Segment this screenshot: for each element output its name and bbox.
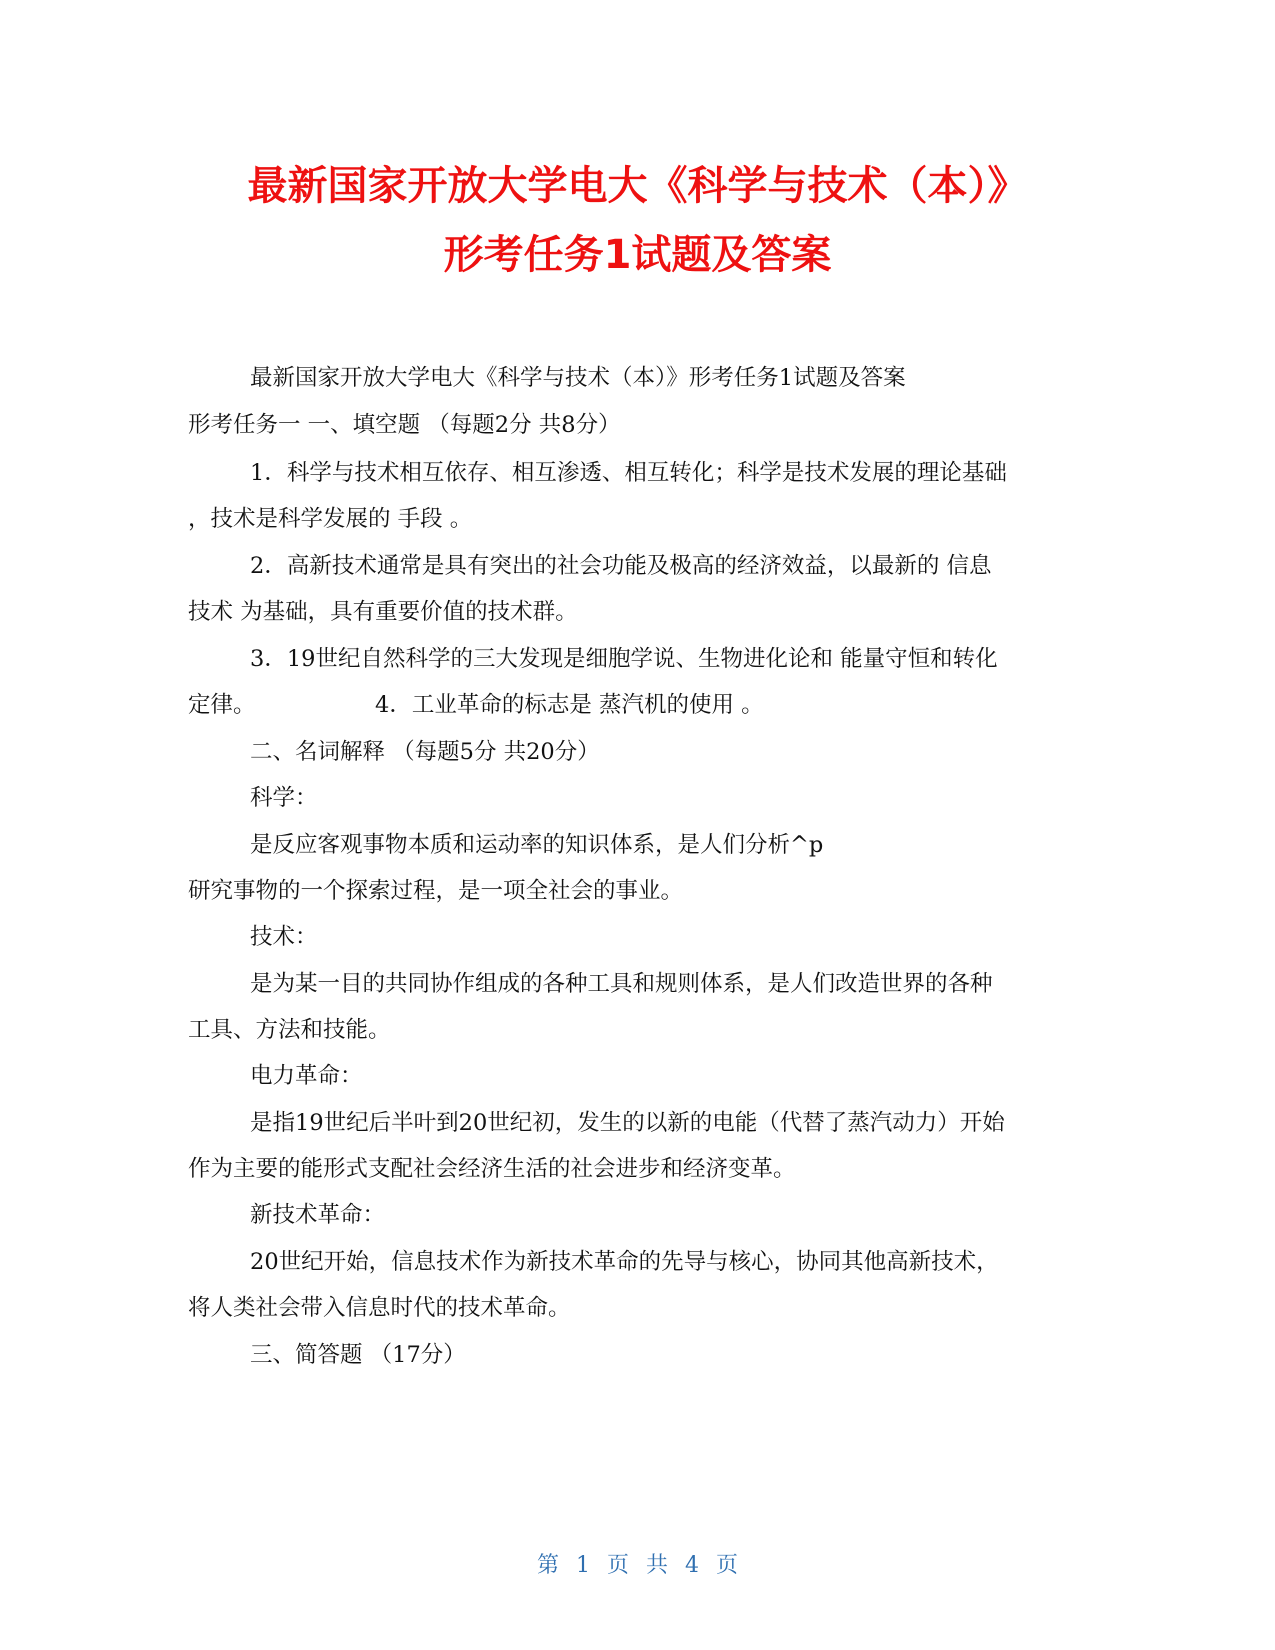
question-3-line-2: 定律。 [188,692,256,718]
question-2-line-1: 2．高新技术通常是具有突出的社会功能及极高的经济效益，以最新的 信息 [250,553,992,579]
question-1-line-2: ，技术是科学发展的 手段 。 [188,506,473,532]
intro-line: 最新国家开放大学电大《科学与技术（本）》形考任务1试题及答案 [250,365,906,391]
footer-word-ye-2: 页 [716,1553,739,1578]
section-1-header: 形考任务一 一、填空题 （每题2分 共8分） [188,412,621,438]
question-4: 4．工业革命的标志是 蒸汽机的使用 。 [375,692,764,718]
question-1-line-1: 1．科学与技术相互依存、相互渗透、相互转化；科学是技术发展的理论基础 [250,460,1007,486]
footer-current-page: 1 [575,1553,590,1578]
section-3-header: 三、简答题 （17分） [250,1342,466,1368]
term-electric-revolution-definition-line-1: 是指19世纪后半叶到20世纪初，发生的以新的电能（代替了蒸汽动力）开始 [250,1110,1005,1136]
footer-word-ye: 页 [606,1553,629,1578]
document-title-line-2: 形考任务1试题及答案 [443,232,832,278]
term-new-tech-revolution-definition-line-2: 将人类社会带入信息时代的技术革命。 [188,1295,571,1321]
term-electric-revolution-definition-line-2: 作为主要的能形式支配社会经济生活的社会进步和经济变革。 [188,1156,796,1182]
document-title-line-1: 最新国家开放大学电大《科学与技术（本）》 [247,163,1028,209]
term-new-tech-revolution: 新技术革命： [250,1202,386,1228]
footer-word-gong: 共 [646,1553,669,1578]
term-technology: 技术： [250,924,318,950]
question-2-line-2: 技术 为基础，具有重要价值的技术群。 [188,599,578,625]
footer-total-pages: 4 [685,1553,700,1578]
footer-word-di: 第 [536,1553,559,1578]
question-3-line-1: 3．19世纪自然科学的三大发现是细胞学说、生物进化论和 能量守恒和转化 [250,646,998,672]
section-2-header: 二、名词解释 （每题5分 共20分） [250,739,600,765]
term-technology-definition-line-1: 是为某一目的共同协作组成的各种工具和规则体系，是人们改造世界的各种 [250,971,993,997]
term-new-tech-revolution-definition-line-1: 20世纪开始，信息技术作为新技术革命的先导与核心，协同其他高新技术， [250,1249,999,1275]
term-technology-definition-line-2: 工具、方法和技能。 [188,1017,391,1043]
term-science-definition-line-2: 研究事物的一个探索过程，是一项全社会的事业。 [188,878,684,904]
page-footer [0,1548,1275,1579]
term-science: 科学： [250,785,318,811]
term-electric-revolution: 电力革命： [250,1063,363,1089]
term-science-definition-line-1: 是反应客观事物本质和运动率的知识体系，是人们分析^p [250,832,824,858]
